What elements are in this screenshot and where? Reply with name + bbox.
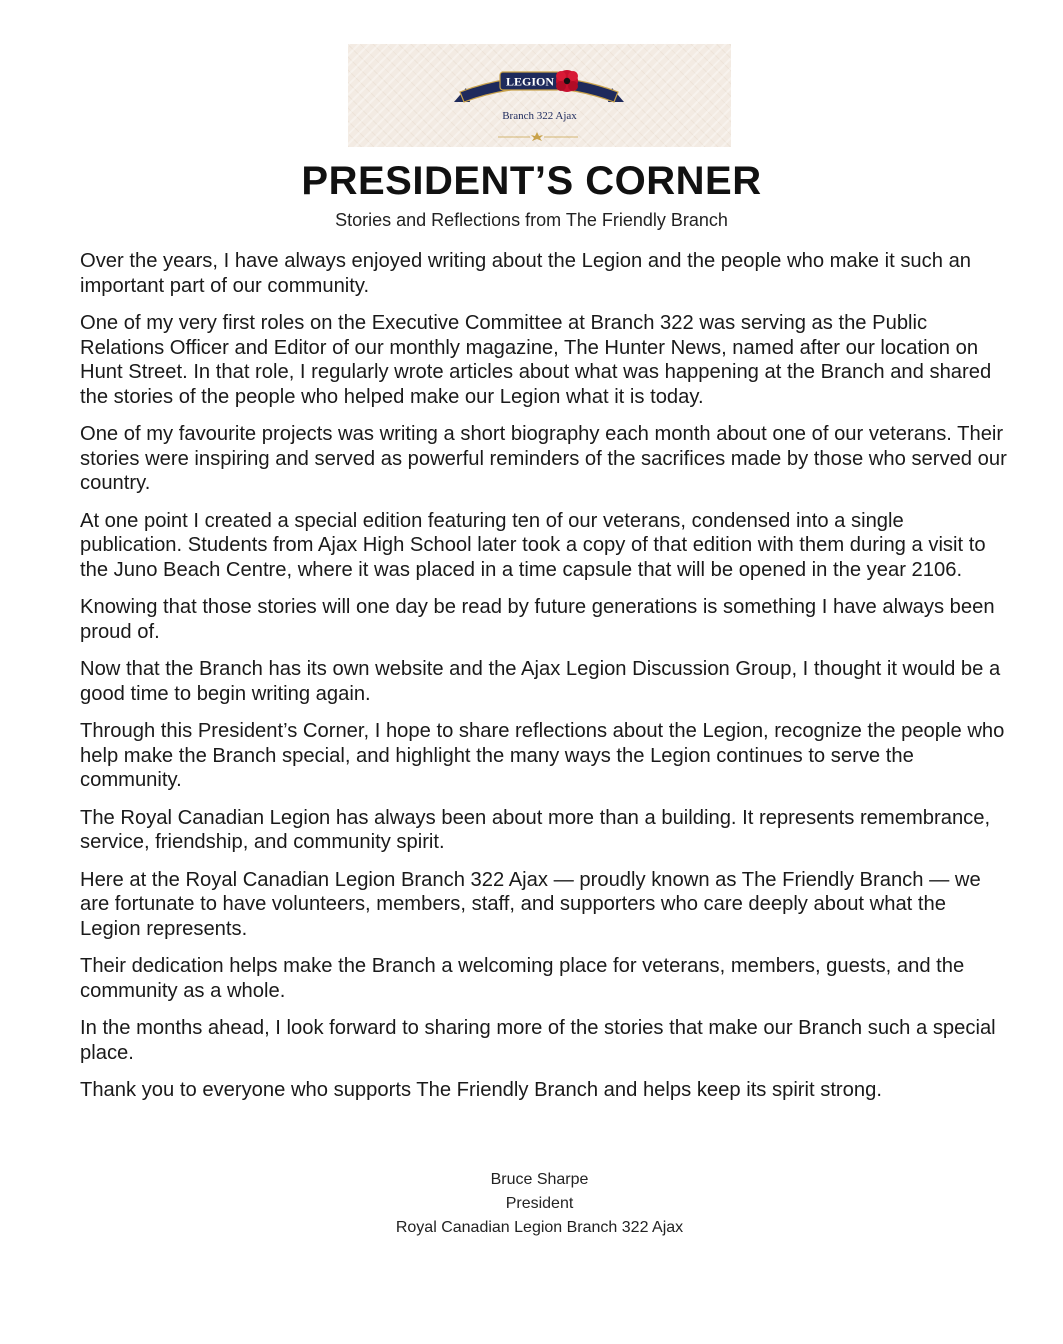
paragraph: One of my favourite projects was writing a short biography each month about one of our veterans. Their stories were inspiring and served as powerful reminders of the sacrifices made by those who served our country. [80, 423, 1007, 494]
paragraph: Their dedication helps make the Branch a welcoming place for veterans, members, guests, and the community as a whole. [80, 955, 965, 1002]
paragraph: Knowing that those stories will one day be read by future generations is something I have always been proud of. [80, 596, 995, 643]
paragraph: One of my very first roles on the Executive Committee at Branch 322 was serving as the Public Relations Officer and Editor of our monthly magazine, The Hunter News, named after our location on Hunt Street. In that role, I regularly wrote articles about what was happening at the Branch and shared the stories of the people who helped make our Legion what it is today. [80, 312, 992, 408]
legion-logo-icon [348, 44, 731, 147]
signature-role: President [505, 1195, 574, 1212]
signature-block [0, 1168, 1063, 1240]
legion-banner [348, 44, 731, 147]
maple-leaf-icon [531, 132, 543, 141]
paragraph: The Royal Canadian Legion has always been about more than a building. It represents remembrance, service, friendship, and community spirit. [80, 806, 991, 853]
signature-organization: Royal Canadian Legion Branch 322 Ajax [395, 1219, 684, 1236]
paragraph: Here at the Royal Canadian Legion Branch 322 Ajax — proudly known as The Friendly Branch — we are fortunate to have volunteers, members, staff, and supporters who care deeply about what the Legion represents. [80, 868, 981, 940]
paragraph: In the months ahead, I look forward to sharing more of the stories that make our Branch such a special place. [80, 1017, 996, 1064]
paragraph: Thank you to everyone who supports The Friendly Branch and helps keep its spirit strong. [80, 1079, 882, 1101]
paragraph: Now that the Branch has its own website and the Ajax Legion Discussion Group, I thought it would be a good time to begin writing again. [80, 658, 1001, 705]
branch-label: Branch 322 Ajax [502, 110, 577, 122]
signature-name: Bruce Sharpe [490, 1171, 589, 1188]
paragraph: Over the years, I have always enjoyed writing about the Legion and the people who make it such an important part of our community. [80, 250, 972, 297]
legion-logo-text: LEGION [505, 74, 555, 89]
page-subtitle: Stories and Reflections from The Friendly Branch [335, 210, 728, 230]
page-title: PRESIDENT’S CORNER [301, 159, 762, 203]
poppy-icon [556, 70, 578, 92]
paragraph: At one point I created a special edition featuring ten of our veterans, condensed into a single publication. Students from Ajax High School later took a copy of that edition with them during a visit to the Juno Beach Centre, where it was placed in a time capsule that will be opened in the year 2106. [80, 509, 986, 581]
article-body [80, 249, 1010, 1116]
paragraph: Through this President’s Corner, I hope to share reflections about the Legion, recognize the people who help make the Branch special, and highlight the many ways the Legion continues to serve the community. [80, 720, 1005, 791]
